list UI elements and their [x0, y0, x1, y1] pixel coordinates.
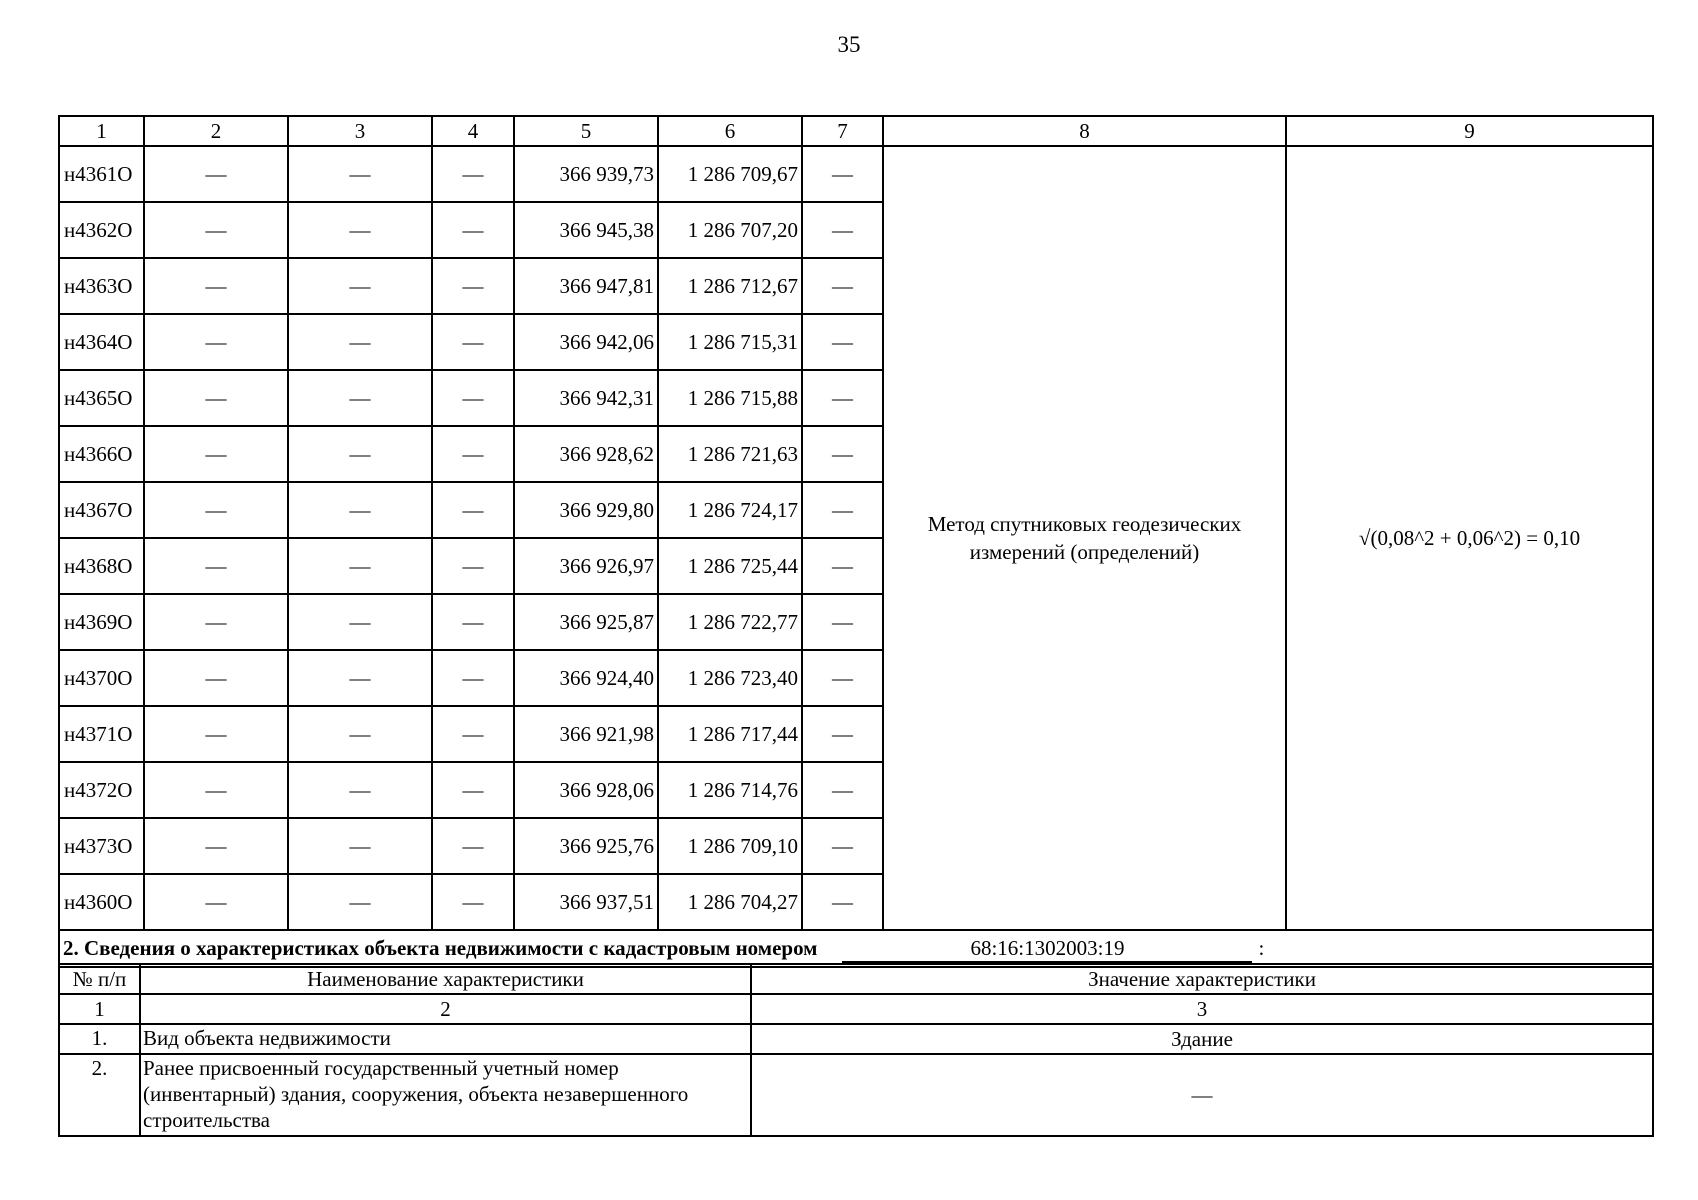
- characteristic-name: Вид объекта недвижимости: [140, 1024, 751, 1054]
- column-7-value: —: [802, 370, 883, 426]
- column-3-value: —: [288, 370, 432, 426]
- x-coordinate: 366 921,98: [514, 706, 658, 762]
- column-7-value: —: [802, 314, 883, 370]
- column-2-value: —: [144, 370, 288, 426]
- point-name: н4368О: [59, 538, 144, 594]
- measurement-method: Метод спутниковых геодезических измерений (определений): [883, 146, 1286, 930]
- column-4-value: —: [432, 538, 514, 594]
- x-coordinate: 366 929,80: [514, 482, 658, 538]
- coordinates-header-row: [59, 116, 1653, 146]
- x-coordinate: 366 945,38: [514, 202, 658, 258]
- column-number: 8: [883, 116, 1286, 146]
- characteristic-row: [59, 1024, 1653, 1054]
- column-7-value: —: [802, 202, 883, 258]
- header-name: Наименование характеристики: [140, 964, 751, 994]
- column-4-value: —: [432, 146, 514, 202]
- point-name: н4365О: [59, 370, 144, 426]
- column-2-value: —: [144, 874, 288, 930]
- section-2-title: 2. Сведения о характеристиках объекта недвижимости с кадастровым номером: [63, 935, 818, 960]
- column-number: 5: [514, 116, 658, 146]
- column-7-value: —: [802, 482, 883, 538]
- point-name: н4363О: [59, 258, 144, 314]
- coordinates-table: [58, 115, 1654, 968]
- column-number: 1: [59, 116, 144, 146]
- x-coordinate: 366 924,40: [514, 650, 658, 706]
- x-coordinate: 366 928,62: [514, 426, 658, 482]
- characteristic-value: Здание: [751, 1024, 1653, 1054]
- y-coordinate: 1 286 717,44: [658, 706, 802, 762]
- column-7-value: —: [802, 874, 883, 930]
- characteristic-value: —: [751, 1054, 1653, 1136]
- page-number: 35: [837, 32, 861, 57]
- column-3-value: —: [288, 594, 432, 650]
- column-4-value: —: [432, 650, 514, 706]
- y-coordinate: 1 286 722,77: [658, 594, 802, 650]
- column-7-value: —: [802, 594, 883, 650]
- x-coordinate: 366 925,87: [514, 594, 658, 650]
- row-number: 1.: [59, 1024, 140, 1054]
- column-number: 9: [1286, 116, 1653, 146]
- column-4-value: —: [432, 314, 514, 370]
- section-2-heading-row: [59, 930, 1653, 967]
- y-coordinate: 1 286 714,76: [658, 762, 802, 818]
- column-7-value: —: [802, 538, 883, 594]
- column-number: 6: [658, 116, 802, 146]
- column-number: 3: [751, 994, 1653, 1024]
- characteristic-name: Ранее присвоенный государственный учетный номер (инвентарный) здания, сооружения, объекта незавершенного строительства: [140, 1054, 751, 1136]
- column-3-value: —: [288, 762, 432, 818]
- column-4-value: —: [432, 370, 514, 426]
- y-coordinate: 1 286 709,10: [658, 818, 802, 874]
- point-name: н4370О: [59, 650, 144, 706]
- column-7-value: —: [802, 650, 883, 706]
- column-7-value: —: [802, 258, 883, 314]
- column-4-value: —: [432, 706, 514, 762]
- column-2-value: —: [144, 538, 288, 594]
- column-3-value: —: [288, 706, 432, 762]
- column-2-value: —: [144, 594, 288, 650]
- column-2-value: —: [144, 818, 288, 874]
- column-3-value: —: [288, 314, 432, 370]
- column-3-value: —: [288, 146, 432, 202]
- column-4-value: —: [432, 482, 514, 538]
- column-2-value: —: [144, 482, 288, 538]
- y-coordinate: 1 286 712,67: [658, 258, 802, 314]
- column-number: 2: [140, 994, 751, 1024]
- column-4-value: —: [432, 258, 514, 314]
- column-7-value: —: [802, 818, 883, 874]
- y-coordinate: 1 286 715,31: [658, 314, 802, 370]
- characteristics-table: [58, 963, 1654, 1137]
- column-3-value: —: [288, 202, 432, 258]
- column-7-value: —: [802, 706, 883, 762]
- column-7-value: —: [802, 426, 883, 482]
- column-2-value: —: [144, 202, 288, 258]
- column-4-value: —: [432, 202, 514, 258]
- cadastral-number: 68:16:1302003:19: [842, 935, 1252, 963]
- column-7-value: —: [802, 146, 883, 202]
- column-3-value: —: [288, 538, 432, 594]
- row-number: 2.: [59, 1054, 140, 1136]
- column-3-value: —: [288, 650, 432, 706]
- column-4-value: —: [432, 874, 514, 930]
- point-name: н4361О: [59, 146, 144, 202]
- column-3-value: —: [288, 426, 432, 482]
- x-coordinate: 366 925,76: [514, 818, 658, 874]
- column-4-value: —: [432, 762, 514, 818]
- y-coordinate: 1 286 707,20: [658, 202, 802, 258]
- column-3-value: —: [288, 874, 432, 930]
- point-name: н4360О: [59, 874, 144, 930]
- y-coordinate: 1 286 709,67: [658, 146, 802, 202]
- column-number: 2: [144, 116, 288, 146]
- x-coordinate: 366 939,73: [514, 146, 658, 202]
- column-number: 7: [802, 116, 883, 146]
- column-2-value: —: [144, 146, 288, 202]
- x-coordinate: 366 942,06: [514, 314, 658, 370]
- x-coordinate: 366 947,81: [514, 258, 658, 314]
- x-coordinate: 366 937,51: [514, 874, 658, 930]
- column-3-value: —: [288, 818, 432, 874]
- point-name: н4372О: [59, 762, 144, 818]
- column-2-value: —: [144, 650, 288, 706]
- characteristics-number-row: [59, 994, 1653, 1024]
- column-2-value: —: [144, 314, 288, 370]
- column-4-value: —: [432, 594, 514, 650]
- header-value: Значение характеристики: [751, 964, 1653, 994]
- column-2-value: —: [144, 706, 288, 762]
- header-num: № п/п: [59, 964, 140, 994]
- point-name: н4366О: [59, 426, 144, 482]
- characteristic-row: [59, 1054, 1653, 1136]
- coordinate-row: [59, 146, 1653, 202]
- column-number: 4: [432, 116, 514, 146]
- heading-colon: :: [1258, 935, 1265, 960]
- y-coordinate: 1 286 725,44: [658, 538, 802, 594]
- point-name: н4362О: [59, 202, 144, 258]
- y-coordinate: 1 286 704,27: [658, 874, 802, 930]
- column-number: 3: [288, 116, 432, 146]
- point-name: н4367О: [59, 482, 144, 538]
- column-4-value: —: [432, 818, 514, 874]
- y-coordinate: 1 286 724,17: [658, 482, 802, 538]
- point-name: н4371О: [59, 706, 144, 762]
- column-7-value: —: [802, 762, 883, 818]
- column-number: 1: [59, 994, 140, 1024]
- x-coordinate: 366 926,97: [514, 538, 658, 594]
- characteristics-header-row: [59, 964, 1653, 994]
- y-coordinate: 1 286 715,88: [658, 370, 802, 426]
- point-name: н4369О: [59, 594, 144, 650]
- point-name: н4364О: [59, 314, 144, 370]
- x-coordinate: 366 942,31: [514, 370, 658, 426]
- column-4-value: —: [432, 426, 514, 482]
- column-2-value: —: [144, 426, 288, 482]
- section-2-heading: [59, 930, 1653, 967]
- x-coordinate: 366 928,06: [514, 762, 658, 818]
- column-3-value: —: [288, 482, 432, 538]
- column-2-value: —: [144, 762, 288, 818]
- accuracy-formula: √(0,08^2 + 0,06^2) = 0,10: [1286, 146, 1653, 930]
- column-2-value: —: [144, 258, 288, 314]
- point-name: н4373О: [59, 818, 144, 874]
- y-coordinate: 1 286 721,63: [658, 426, 802, 482]
- column-3-value: —: [288, 258, 432, 314]
- y-coordinate: 1 286 723,40: [658, 650, 802, 706]
